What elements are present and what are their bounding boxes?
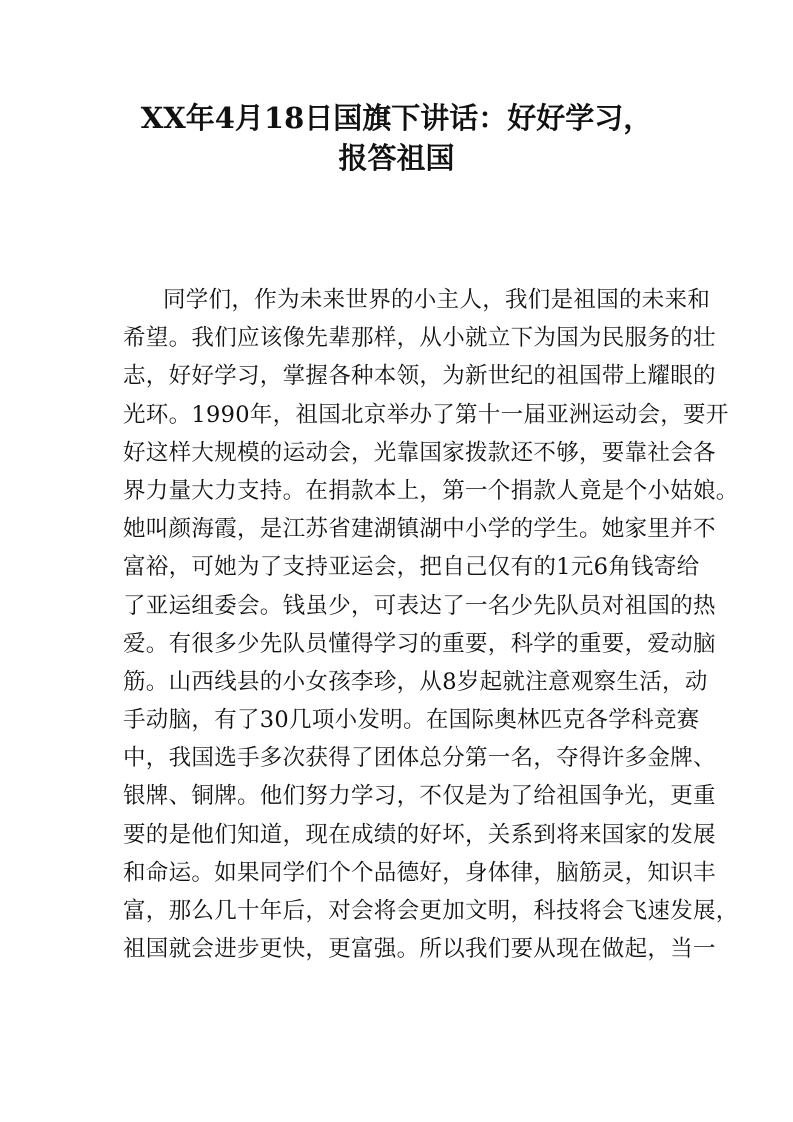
- body-line: 中，我国选手多次获得了团体总分第一名，夺得许多金牌、: [123, 745, 716, 772]
- body-line: 手动脑，有了30几项小发明。在国际奥林匹克各学科竞赛: [123, 707, 700, 734]
- body-line: 筋。山西线县的小女孩李珍，从8岁起就注意观察生活，动: [123, 668, 708, 695]
- body-line: 志，好好学习，掌握各种本领，为新世纪的祖国带上耀眼的: [123, 363, 716, 390]
- body-line: 好这样大规模的运动会，光靠国家拨款还不够，要靠社会各: [123, 439, 716, 466]
- body-line: 富裕，可她为了支持亚运会，把自己仅有的1元6角钱寄给: [123, 554, 700, 581]
- body-line: 她叫颜海霞，是江苏省建湖镇湖中小学的学生。她家里并不: [123, 516, 716, 543]
- title-line-1: XX年4月18日国旗下讲话：好好学习，: [140, 101, 653, 135]
- body-line: 银牌、铜牌。他们努力学习，不仅是为了给祖国争光，更重: [123, 783, 716, 810]
- body-line: 爱。有很多少先队员懂得学习的重要，科学的重要，爱动脑: [123, 630, 716, 657]
- document-body: [123, 281, 739, 968]
- body-line: 光环。1990年，祖国北京举办了第十一届亚洲运动会，要开: [123, 401, 729, 428]
- body-line: 希望。我们应该像先辈那样，从小就立下为国为民服务的壮: [123, 325, 716, 352]
- body-line: 界力量大力支持。在捐款本上，第一个捐款人竟是个小姑娘。: [123, 477, 739, 504]
- body-line: 富，那么几十年后，对会将会更加文明，科技将会飞速发展，: [123, 898, 739, 924]
- document-title: [0, 98, 793, 178]
- body-line: 要的是他们知道，现在成绩的好坏，关系到将来国家的发展: [123, 821, 716, 848]
- body-line: 和命运。如果同学们个个品德好，身体律，脑筋灵，知识丰: [123, 859, 716, 886]
- title-line-2: 报答祖国: [338, 141, 455, 175]
- body-line: 了亚运组委会。钱虽少，可表达了一名少先队员对祖国的热: [123, 592, 716, 619]
- body-line: 同学们，作为未来世界的小主人，我们是祖国的未来和: [163, 287, 711, 313]
- body-line: 祖国就会进步更快，更富强。所以我们要从现在做起，当一: [123, 936, 716, 963]
